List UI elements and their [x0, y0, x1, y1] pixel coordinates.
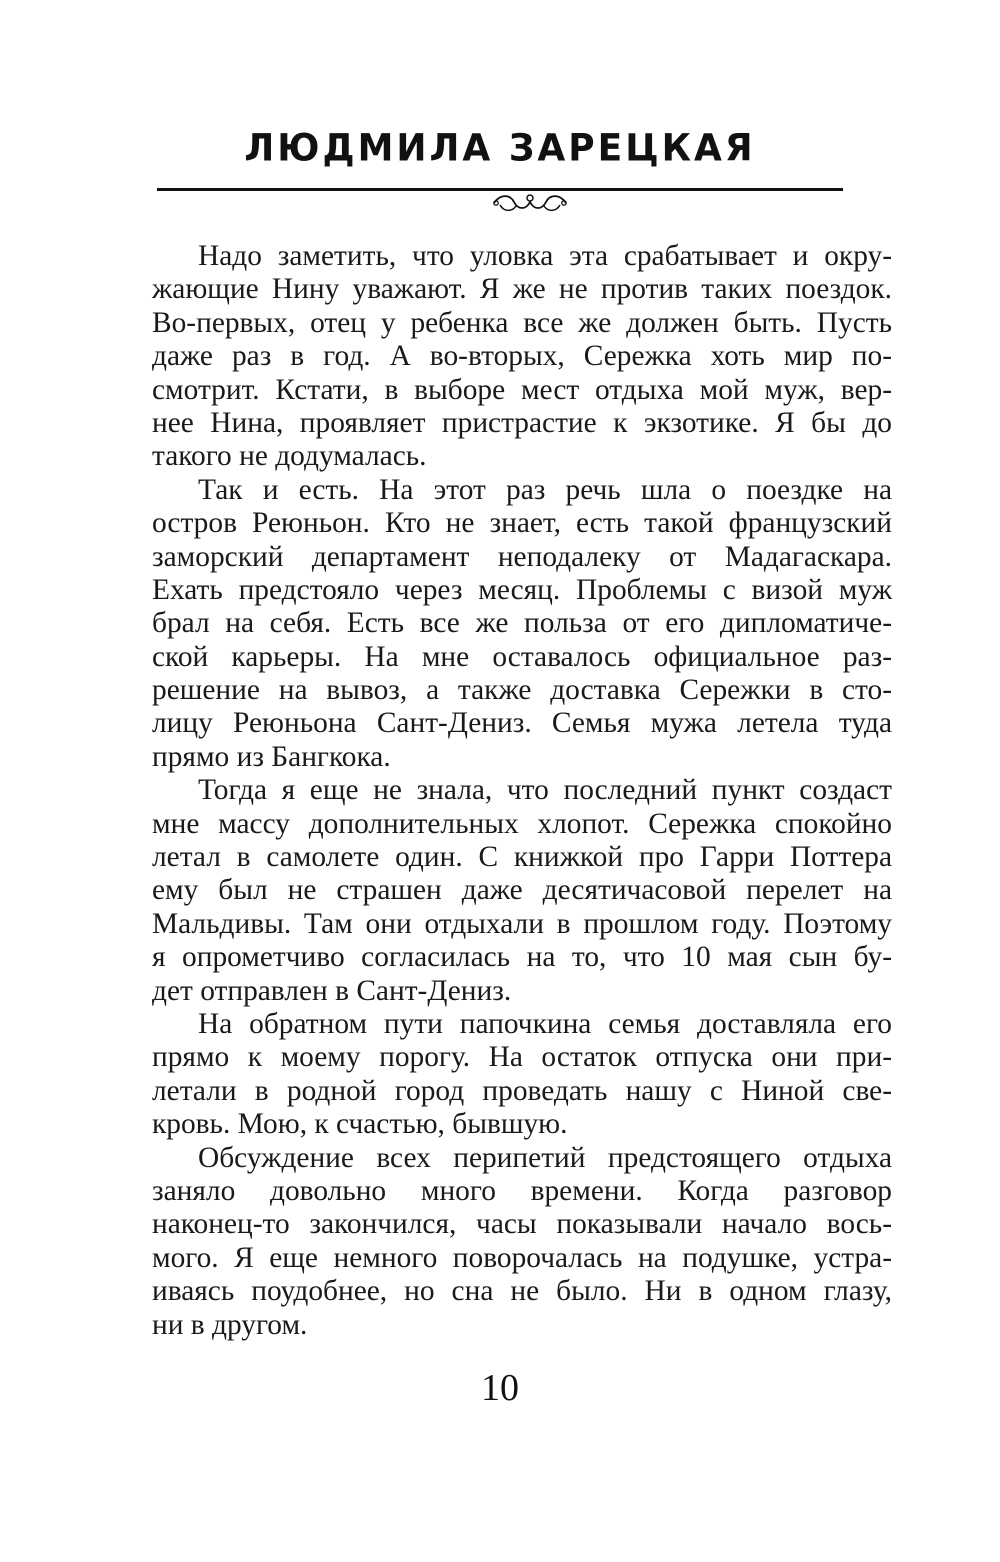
- text-line: иваясь поудобнее, но сна не было. Ни в одном глазу,: [152, 1275, 892, 1308]
- text-line: прямо к моему порогу. На остаток отпуска они при-: [152, 1041, 892, 1074]
- text-line: Так и есть. На этот раз речь шла о поездке на: [198, 473, 892, 506]
- text-line: решение на вывоз, а также доставка Сережки в сто-: [152, 674, 892, 707]
- text-line: ской карьеры. На мне оставалось официальное раз-: [152, 640, 892, 673]
- text-line: прямо из Бангкока.: [152, 740, 391, 773]
- text-line: ему был не страшен даже десятичасовой перелет на: [152, 874, 892, 907]
- text-line: лицу Реюньона Сант-Дениз. Семья мужа летела туда: [152, 707, 892, 740]
- text-line: Обсуждение всех перипетий предстоящего отдыха: [198, 1141, 892, 1174]
- text-line: брал на себя. Есть все же польза от его дипломатиче-: [152, 607, 892, 640]
- text-line: Тогда я еще не знала, что последний пункт создаст: [198, 774, 892, 807]
- text-line: На обратном пути папочкина семья доставляла его: [198, 1007, 892, 1040]
- page-number: 10: [481, 1367, 519, 1409]
- text-line: такого не додумалась.: [152, 440, 427, 473]
- text-line: смотрит. Кстати, в выборе мест отдыха мой муж, вер-: [152, 373, 892, 406]
- text-line: кровь. Мою, к счастью, бывшую.: [152, 1108, 568, 1141]
- text-line: заняло довольно много времени. Когда разговор: [152, 1174, 892, 1207]
- text-line: остров Реюньон. Кто не знает, есть такой французский: [152, 507, 892, 540]
- text-line: Надо заметить, что уловка эта срабатывает и окру-: [198, 240, 892, 272]
- body-text: [152, 240, 892, 1342]
- text-line: даже раз в год. А во-вторых, Сережка хоть мир по-: [152, 340, 892, 373]
- text-line: летал в самолете один. С книжкой про Гарри Поттера: [152, 841, 892, 874]
- text-line: Во-первых, отец у ребенка все же должен быть. Пусть: [152, 306, 892, 339]
- text-line: наконец-то закончился, часы показывали начало вось-: [152, 1208, 892, 1241]
- text-line: заморский департамент неподалеку от Мадагаскара.: [152, 540, 892, 573]
- text-line: я опрометчиво согласилась на то, что 10 мая сын бу-: [152, 941, 892, 974]
- text-line: мне массу дополнительных хлопот. Сережка спокойно: [152, 807, 892, 840]
- running-header-author: ЛЮДМИЛА ЗАРЕЦКАЯ: [244, 126, 756, 171]
- text-line: Ехать предстояло через месяц. Проблемы с визой муж: [152, 573, 892, 606]
- text-line: жающие Нину уважают. Я же не против таких поездок.: [152, 273, 892, 306]
- text-line: Мальдивы. Там они отдыхали в прошлом году. Поэтому: [152, 907, 892, 940]
- text-line: дет отправлен в Сант-Дениз.: [152, 974, 512, 1007]
- text-line: мого. Я еще немного поворочалась на подушке, устра-: [152, 1241, 892, 1274]
- text-line: ни в другом.: [152, 1308, 308, 1341]
- text-line: летали в родной город проведать нашу с Ниной све-: [152, 1074, 892, 1107]
- text-line: нее Нина, проявляет пристрастие к экзотике. Я бы до: [152, 406, 892, 439]
- flourish-ornament-icon: [490, 190, 570, 216]
